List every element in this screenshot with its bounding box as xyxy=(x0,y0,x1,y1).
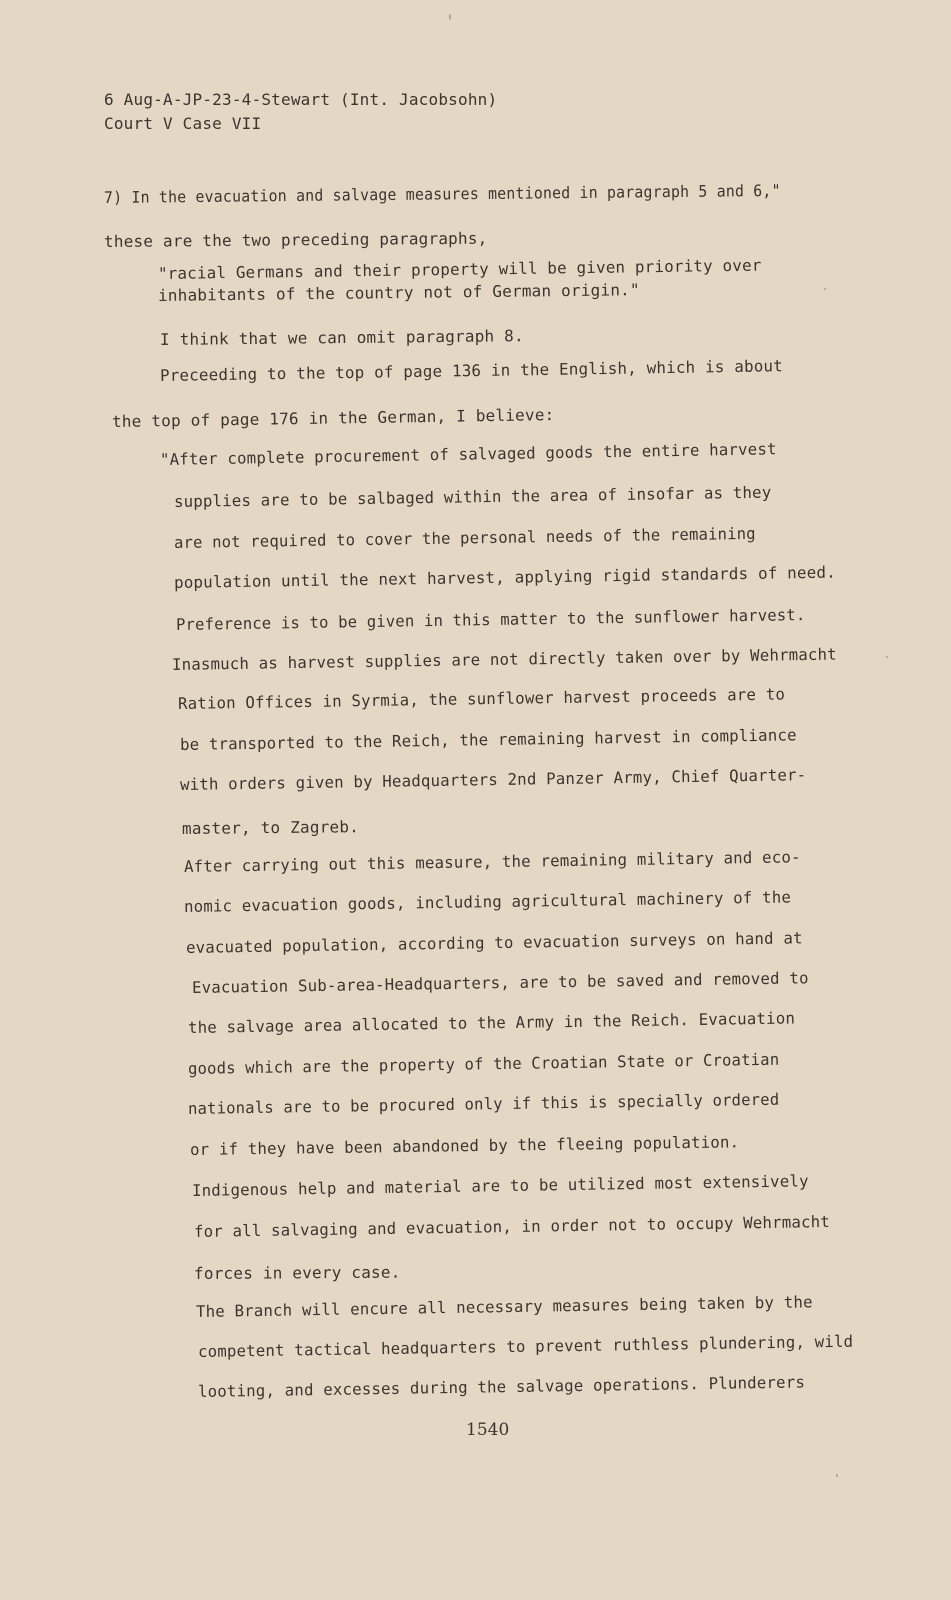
header-line-2: Court V Case VII xyxy=(104,114,262,133)
body-line: Indigenous help and material are to be utilized most extensively xyxy=(191,1171,809,1200)
body-line: with orders given by Headquarters 2nd Panzer Army, Chief Quarter- xyxy=(179,765,807,794)
paper-speck xyxy=(449,14,451,20)
body-line: Evacuation Sub-area-Headquarters, are to be saved and removed to xyxy=(191,968,809,997)
body-line: the salvage area allocated to the Army in the Reich. Evacuation xyxy=(187,1008,796,1037)
header-line-1: 6 Aug-A-JP-23-4-Stewart (Int. Jacobsohn) xyxy=(104,90,498,109)
body-line: population until the next harvest, applying rigid standards of need. xyxy=(173,562,837,592)
body-line: I think that we can omit paragraph 8. xyxy=(159,326,524,349)
body-line: forces in every case. xyxy=(193,1262,401,1283)
body-line: "After complete procurement of salvaged goods the entire harvest xyxy=(159,439,777,469)
body-line: "racial Germans and their property will be given priority over xyxy=(157,255,762,283)
body-line: goods which are the property of the Croatian State or Croatian xyxy=(187,1049,780,1078)
body-line: The Branch will encure all necessary measures being taken by the xyxy=(195,1292,813,1321)
body-line: looting, and excesses during the salvage operations. Plunderers xyxy=(197,1372,806,1401)
body-line: for all salvaging and evacuation, in order not to occupy Wehrmacht xyxy=(193,1212,831,1241)
paper-speck xyxy=(886,656,888,658)
body-line: Ration Offices in Syrmia, the sunflower harvest proceeds are to xyxy=(177,684,786,713)
body-line: evacuated population, according to evacuation surveys on hand at xyxy=(185,928,803,957)
paper-speck xyxy=(824,288,826,290)
body-line: master, to Zagreb. xyxy=(181,817,360,838)
body-line: or if they have been abandoned by the fleeing population. xyxy=(189,1132,740,1159)
body-line: After carrying out this measure, the remaining military and eco- xyxy=(183,847,801,876)
body-line: inhabitants of the country not of German origin." xyxy=(157,280,640,305)
body-line: nomic evacuation goods, including agricultural machinery of the xyxy=(183,887,792,916)
paper-speck xyxy=(836,1474,838,1477)
body-line: Preceeding to the top of page 136 in the English, which is about xyxy=(159,356,784,385)
body-line: supplies are to be salbaged within the area of insofar as they xyxy=(173,482,772,511)
body-line: nationals are to be procured only if this is specially ordered xyxy=(187,1089,780,1118)
body-line: Inasmuch as harvest supplies are not directly taken over by Wehrmacht xyxy=(171,644,837,674)
body-line: competent tactical headquarters to prevent ruthless plundering, wild xyxy=(197,1331,854,1361)
body-line: the top of page 176 in the German, I believe: xyxy=(111,405,555,431)
body-line: be transported to the Reich, the remaining harvest in compliance xyxy=(179,725,797,754)
body-line: 7) In the evacuation and salvage measures mentioned in paragraph 5 and 6," xyxy=(103,180,781,207)
page-number: 1540 xyxy=(466,1420,510,1440)
body-line: these are the two preceding paragraphs, xyxy=(103,228,488,251)
body-line: are not required to cover the personal needs of the remaining xyxy=(173,523,756,552)
body-line: Preference is to be given in this matter to the sunflower harvest. xyxy=(175,605,806,634)
